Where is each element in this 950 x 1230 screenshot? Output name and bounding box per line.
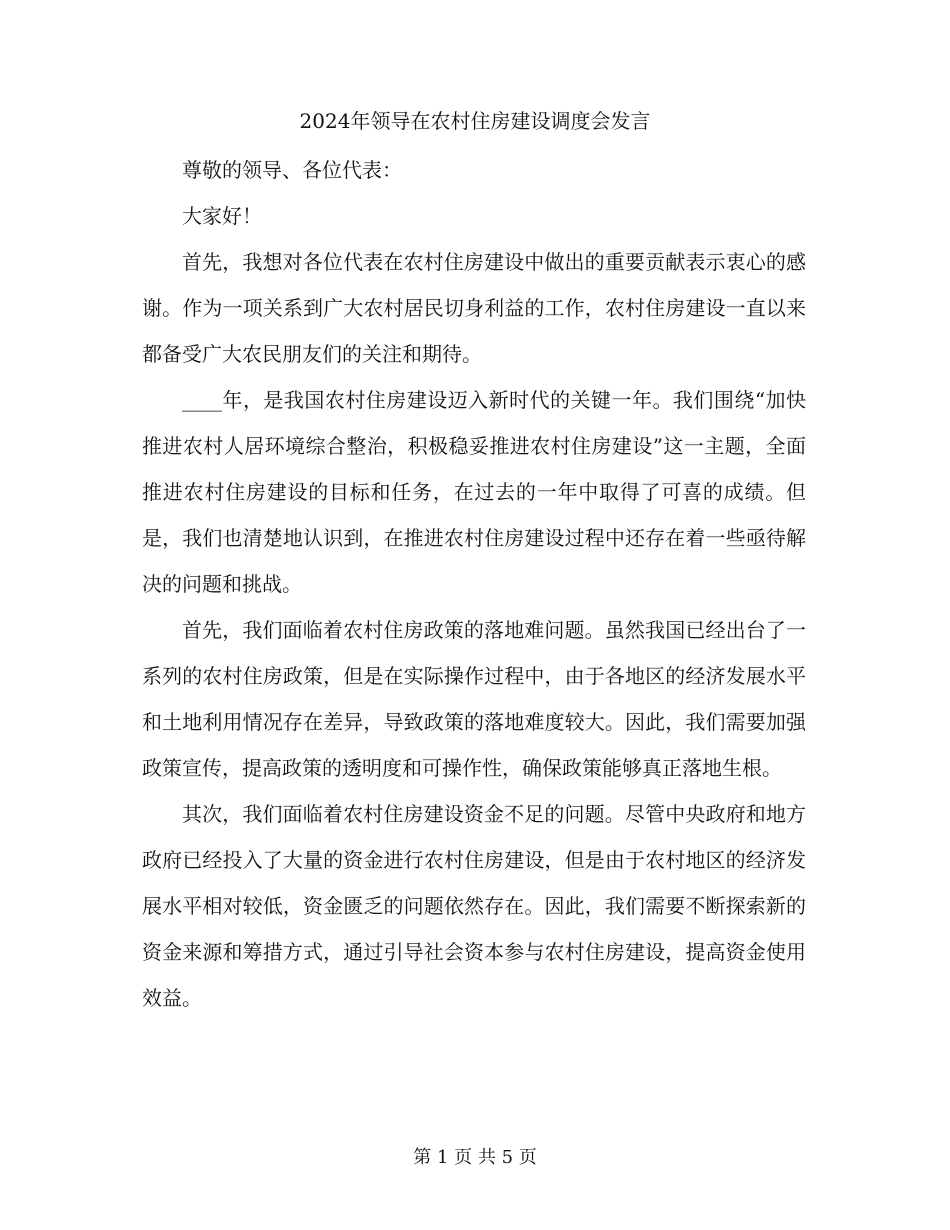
paragraph: 首先，我想对各位代表在农村住房建设中做出的重要贡献表示衷心的感谢。作为一项关系到广大农村居民切身利益的工作，农村住房建设一直以来都备受广大农民朋友们的关注和期待。	[142, 250, 806, 366]
paragraph: ____年，是我国农村住房建设迈入新时代的关键一年。我们围绕“加快推进农村人居环境综合整治，积极稳妥推进农村住房建设”这一主题，全面推进农村住房建设的目标和任务，在过去的一年中取得了可喜的成绩。但是，我们也清楚地认识到，在推进农村住房建设过程中还存在着一些亟待解决的问题和挑战。	[142, 388, 806, 596]
greeting: 大家好！	[182, 204, 262, 228]
salutation: 尊敬的领导、各位代表：	[182, 158, 402, 182]
document-title: 2024年领导在农村住房建设调度会发言	[299, 109, 651, 133]
document-body	[142, 147, 806, 1021]
page-number-footer: 第 1 页 共 5 页	[413, 1147, 537, 1168]
paragraph: 其次，我们面临着农村住房建设资金不足的问题。尽管中央政府和地方政府已经投入了大量的资金进行农村住房建设，但是由于农村地区的经济发展水平相对较低，资金匮乏的问题依然存在。因此，我们需要不断探索新的资金来源和筹措方式，通过引导社会资本参与农村住房建设，提高资金使用效益。	[142, 802, 806, 1010]
paragraph: 首先，我们面临着农村住房政策的落地难问题。虽然我国已经出台了一系列的农村住房政策，但是在实际操作过程中，由于各地区的经济发展水平和土地利用情况存在差异，导致政策的落地难度较大。因此，我们需要加强政策宣传，提高政策的透明度和可操作性，确保政策能够真正落地生根。	[142, 618, 806, 780]
